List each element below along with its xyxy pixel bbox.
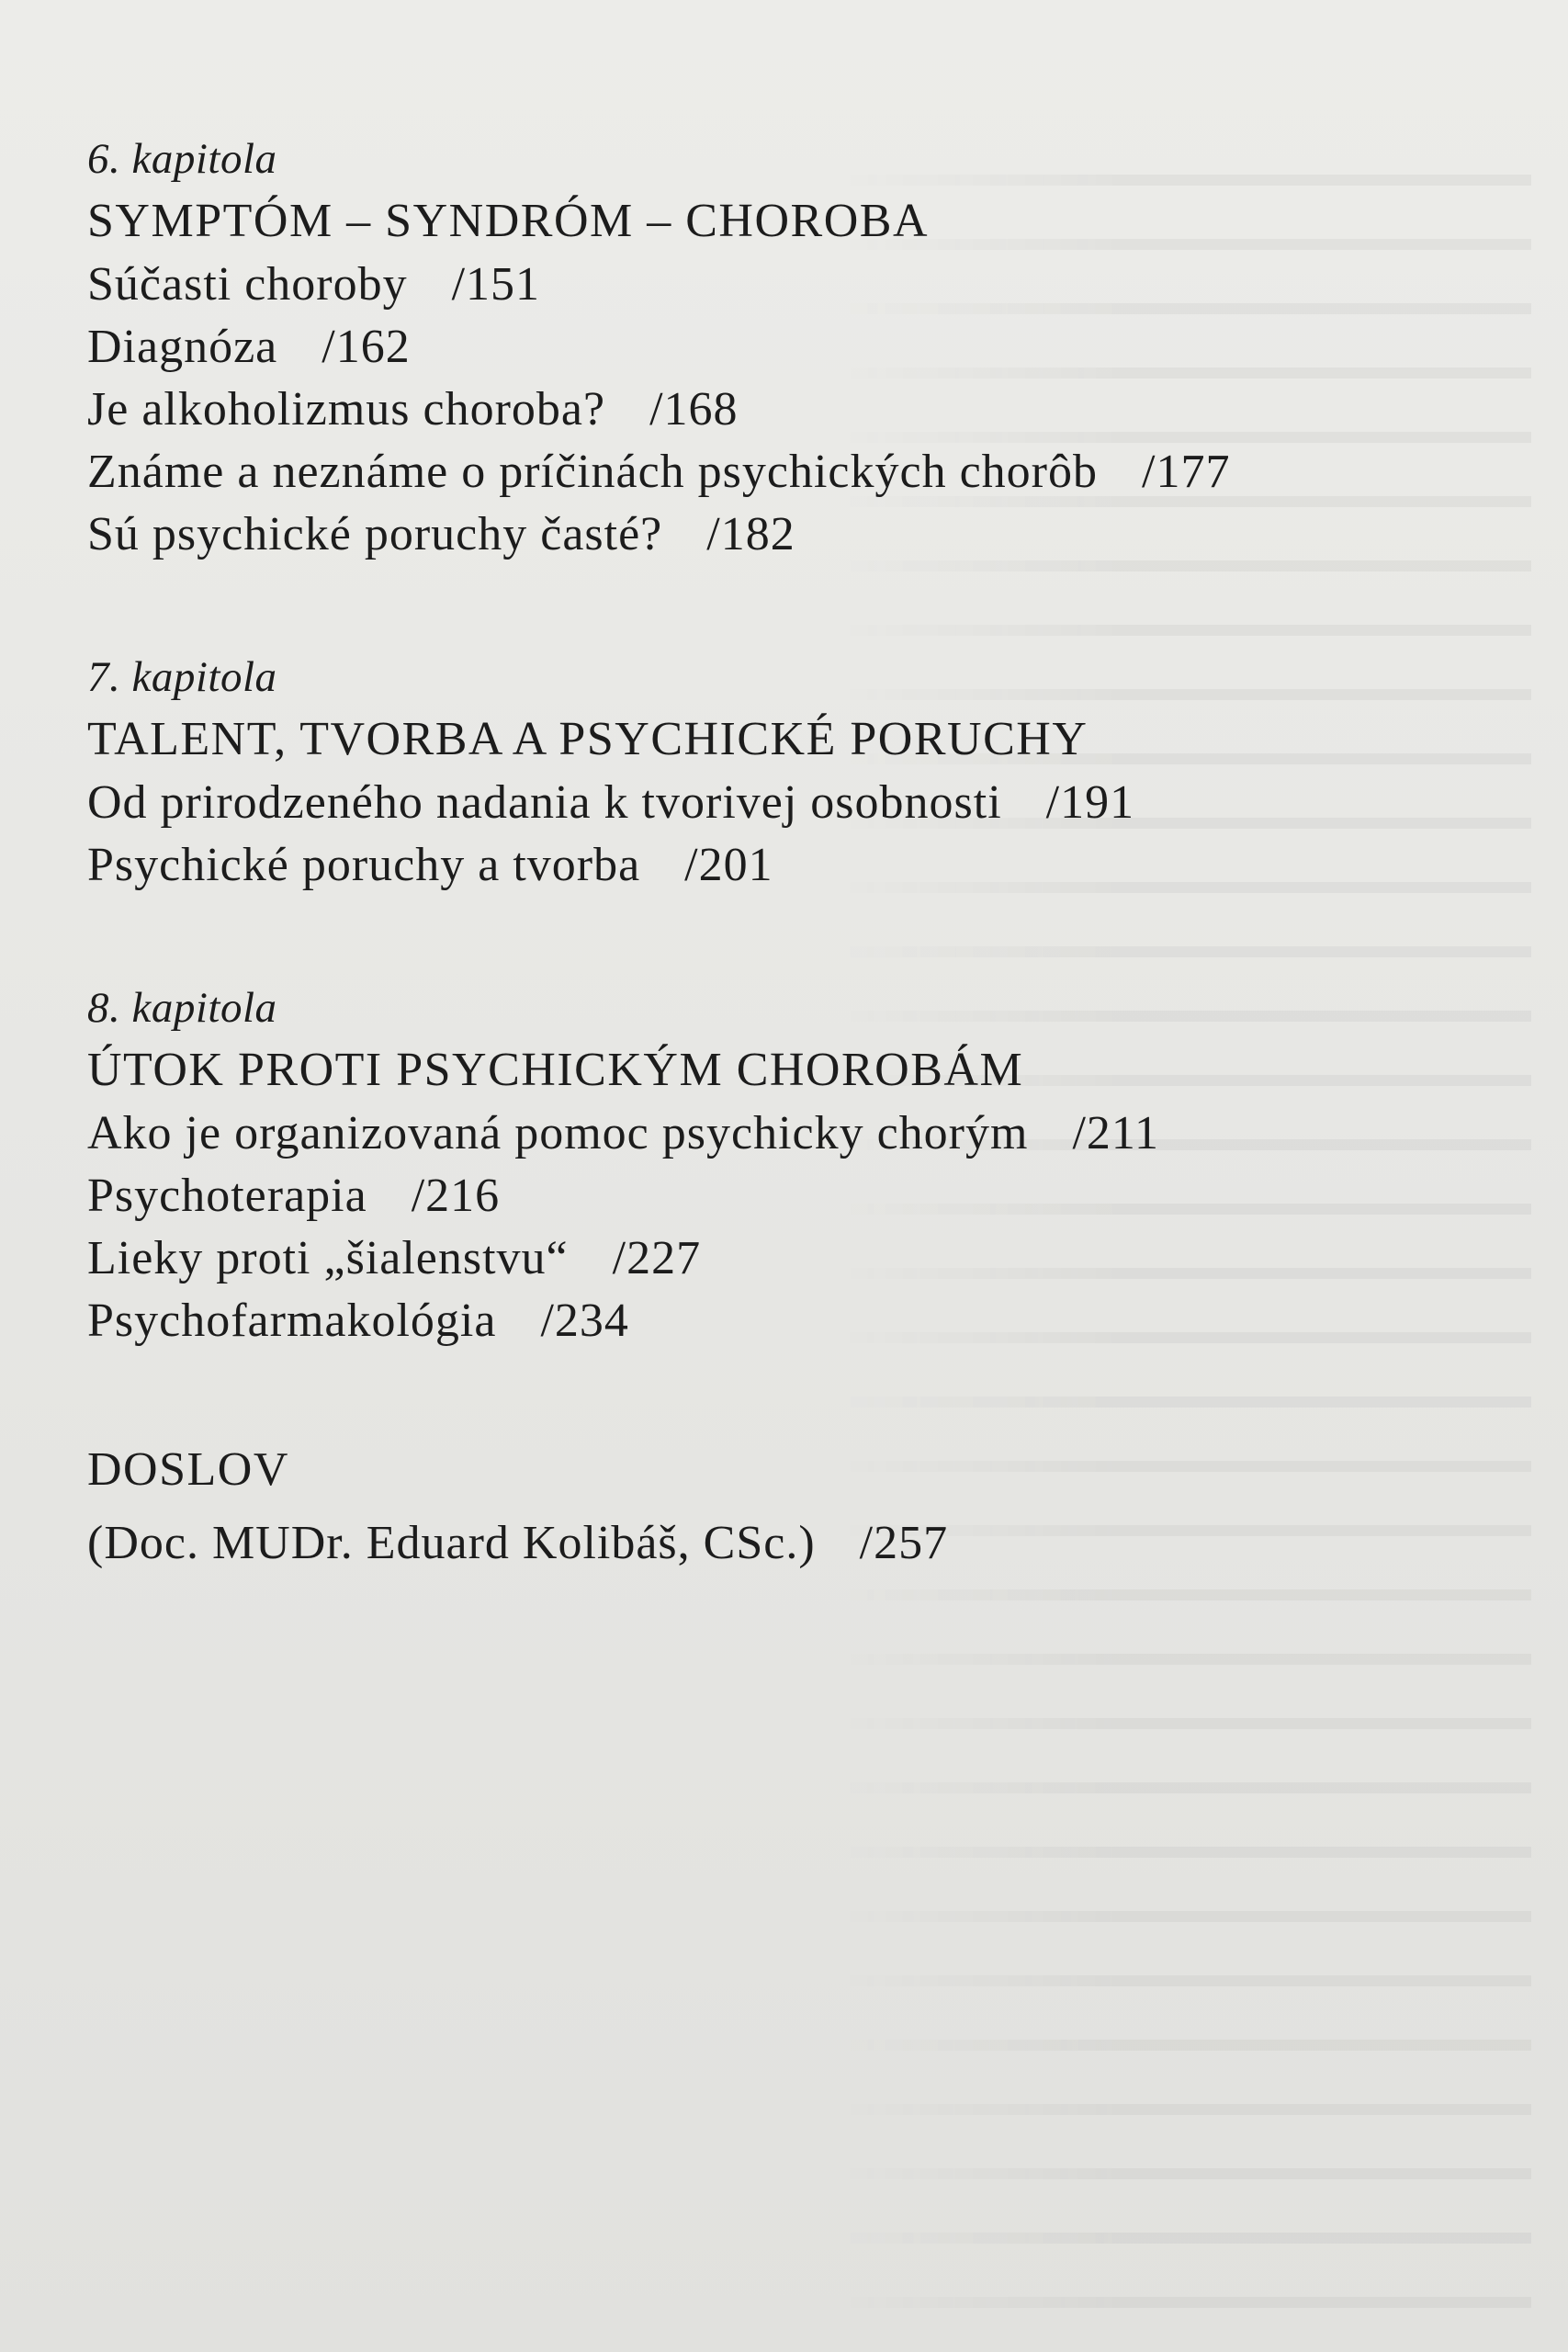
entry-title: Je alkoholizmus choroba? bbox=[87, 383, 606, 435]
entry-page-number: /257 bbox=[859, 1517, 949, 1569]
toc-entry bbox=[87, 1507, 1502, 1580]
chapter-title: TALENT, TVORBA A PSYCHICKÉ PORUCHY bbox=[87, 713, 1089, 765]
toc-entry bbox=[87, 1102, 1502, 1165]
entry-title: Súčasti choroby bbox=[87, 258, 408, 311]
toc-entry bbox=[87, 1290, 1502, 1352]
chapter-label: 6. kapitola bbox=[87, 135, 277, 183]
toc-entry bbox=[87, 441, 1502, 503]
chapter-title: ÚTOK PROTI PSYCHICKÝM CHOROBÁM bbox=[87, 1044, 1024, 1096]
entry-title: Psychofarmakológia bbox=[87, 1295, 497, 1347]
toc-entry bbox=[87, 316, 1502, 379]
entry-page-number: /177 bbox=[1142, 446, 1231, 498]
toc-entry bbox=[87, 1165, 1502, 1227]
table-of-contents bbox=[87, 129, 1502, 1661]
entry-title: Od prirodzeného nadania k tvorivej osobnosti bbox=[87, 776, 1002, 829]
entry-title: Sú psychické poruchy časté? bbox=[87, 508, 663, 560]
chapter-label: 8. kapitola bbox=[87, 984, 277, 1032]
entry-title: (Doc. MUDr. Eduard Kolibáš, CSc.) bbox=[87, 1517, 816, 1569]
toc-entry bbox=[87, 772, 1502, 834]
entry-page-number: /211 bbox=[1072, 1107, 1159, 1159]
chapter-label: 7. kapitola bbox=[87, 653, 277, 701]
entry-page-number: /151 bbox=[451, 258, 541, 311]
toc-entry bbox=[87, 503, 1502, 566]
entry-title: Lieky proti „šialenstvu“ bbox=[87, 1232, 569, 1284]
toc-entry bbox=[87, 254, 1502, 316]
entry-page-number: /168 bbox=[649, 383, 739, 435]
afterword-section bbox=[87, 1433, 1502, 1580]
entry-title: Diagnóza bbox=[87, 321, 278, 373]
entry-page-number: /234 bbox=[540, 1295, 629, 1347]
chapter-7-section bbox=[87, 647, 1502, 897]
entry-title: Ako je organizovaná pomoc psychicky chorým bbox=[87, 1107, 1029, 1159]
chapter-6-section bbox=[87, 129, 1502, 566]
entry-page-number: /227 bbox=[612, 1232, 702, 1284]
toc-entry bbox=[87, 379, 1502, 441]
afterword-title: DOSLOV bbox=[87, 1443, 289, 1496]
entry-page-number: /162 bbox=[321, 321, 411, 373]
entry-title: Psychické poruchy a tvorba bbox=[87, 839, 641, 891]
toc-entry bbox=[87, 1227, 1502, 1290]
toc-entry bbox=[87, 834, 1502, 897]
entry-page-number: /191 bbox=[1045, 776, 1135, 829]
entry-page-number: /182 bbox=[706, 508, 795, 560]
entry-page-number: /216 bbox=[411, 1170, 501, 1222]
chapter-8-section bbox=[87, 978, 1502, 1352]
entry-title: Známe a neznáme o príčinách psychických chorôb bbox=[87, 446, 1098, 498]
entry-title: Psychoterapia bbox=[87, 1170, 367, 1222]
chapter-title: SYMPTÓM – SYNDRÓM – CHOROBA bbox=[87, 195, 929, 247]
entry-page-number: /201 bbox=[684, 839, 773, 891]
